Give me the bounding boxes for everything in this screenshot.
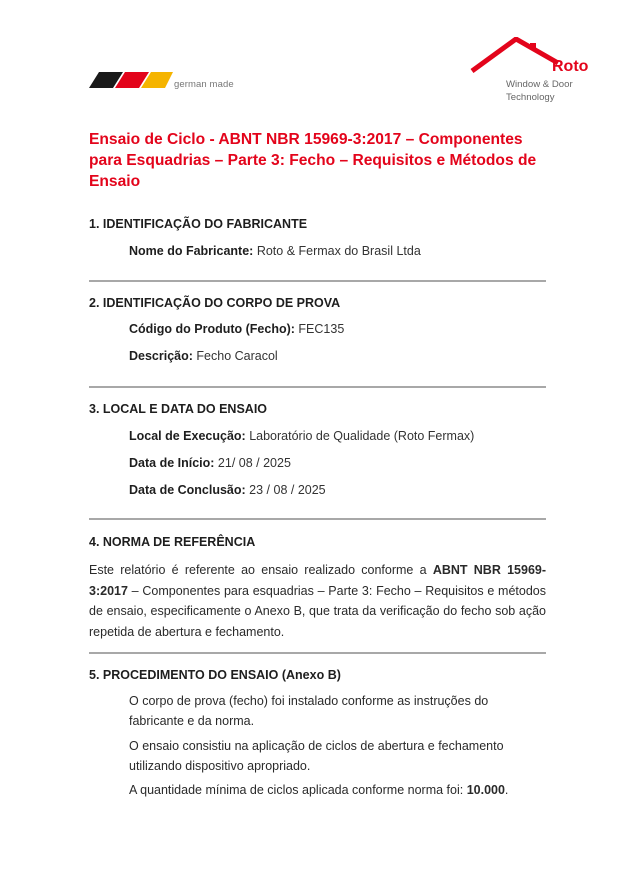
section-2-heading: 2. IDENTIFICAÇÃO DO CORPO DE PROVA	[89, 296, 341, 310]
brand-name: Roto	[552, 58, 589, 73]
descricao-field	[129, 349, 278, 363]
local-label: Local de Execução:	[129, 429, 246, 443]
fabricante-value: Roto & Fermax do Brasil Ltda	[256, 244, 421, 258]
german-made-flag-icon	[89, 72, 173, 88]
procedure-paragraph-2: O ensaio consistiu na aplicação de ciclos de abertura e fechamento utilizando dispositivo apropriado.	[129, 739, 504, 773]
norma-standard: ABNT NBR 15969-3:2017	[89, 563, 547, 598]
cycles-text-after: .	[504, 783, 509, 797]
cycles-count: 10.000	[466, 783, 505, 797]
local-value: Laboratório de Qualidade (Roto Fermax)	[249, 429, 475, 443]
cycles-text-before: A quantidade mínima de ciclos aplicada conforme norma foi:	[129, 783, 467, 797]
fabricante-field	[129, 244, 421, 258]
inicio-label: Data de Início:	[129, 456, 215, 470]
codigo-value: FEC135	[298, 322, 345, 336]
section-3-heading: 3. LOCAL E DATA DO ENSAIO	[89, 402, 268, 416]
brand-tagline-line2: Technology	[506, 91, 555, 103]
conclusao-value: 23 / 08 / 2025	[249, 483, 326, 497]
inicio-field	[129, 456, 291, 470]
norma-text-before: Este relatório é referente ao ensaio realizado conforme a	[89, 563, 433, 577]
codigo-label: Código do Produto (Fecho):	[129, 322, 295, 336]
section-divider	[89, 280, 546, 282]
section-5-heading: 5. PROCEDIMENTO DO ENSAIO (Anexo B)	[89, 668, 341, 682]
roof-icon	[472, 39, 558, 71]
procedure-paragraph-3	[129, 781, 539, 801]
inicio-value: 21/ 08 / 2025	[217, 456, 291, 470]
brand-tagline-line1: Window & Door	[506, 79, 573, 90]
brand-tagline	[506, 79, 573, 104]
local-field	[129, 429, 474, 443]
norma-paragraph	[89, 560, 546, 643]
norma-text-after: – Componentes para esquadrias – Parte 3: Fecho – Requisitos e métodos de ensaio, especificamente o Anexo B, que trata da verificação do fecho sob ação repetida de abertura e fechamento.	[89, 583, 546, 640]
roto-logo	[470, 37, 590, 73]
fabricante-label: Nome do Fabricante:	[129, 244, 254, 258]
document-title: Ensaio de Ciclo - ABNT NBR 15969-3:2017 – Componentes para Esquadrias – Parte 3: Fecho – Requisitos e Métodos de Ensaio	[89, 131, 537, 190]
section-divider	[89, 386, 546, 388]
procedure-paragraph-1: O corpo de prova (fecho) foi instalado conforme as instruções do fabricante e da norma.	[129, 694, 489, 728]
section-divider	[89, 652, 546, 654]
german-made-label: german made	[174, 79, 234, 90]
conclusao-field	[129, 483, 326, 497]
section-4-heading: 4. NORMA DE REFERÊNCIA	[89, 535, 256, 549]
conclusao-label: Data de Conclusão:	[129, 483, 246, 497]
section-1-heading: 1. IDENTIFICAÇÃO DO FABRICANTE	[89, 217, 308, 231]
descricao-label: Descrição:	[129, 349, 193, 363]
codigo-field	[129, 322, 344, 336]
section-divider	[89, 518, 546, 520]
descricao-value: Fecho Caracol	[196, 349, 278, 363]
